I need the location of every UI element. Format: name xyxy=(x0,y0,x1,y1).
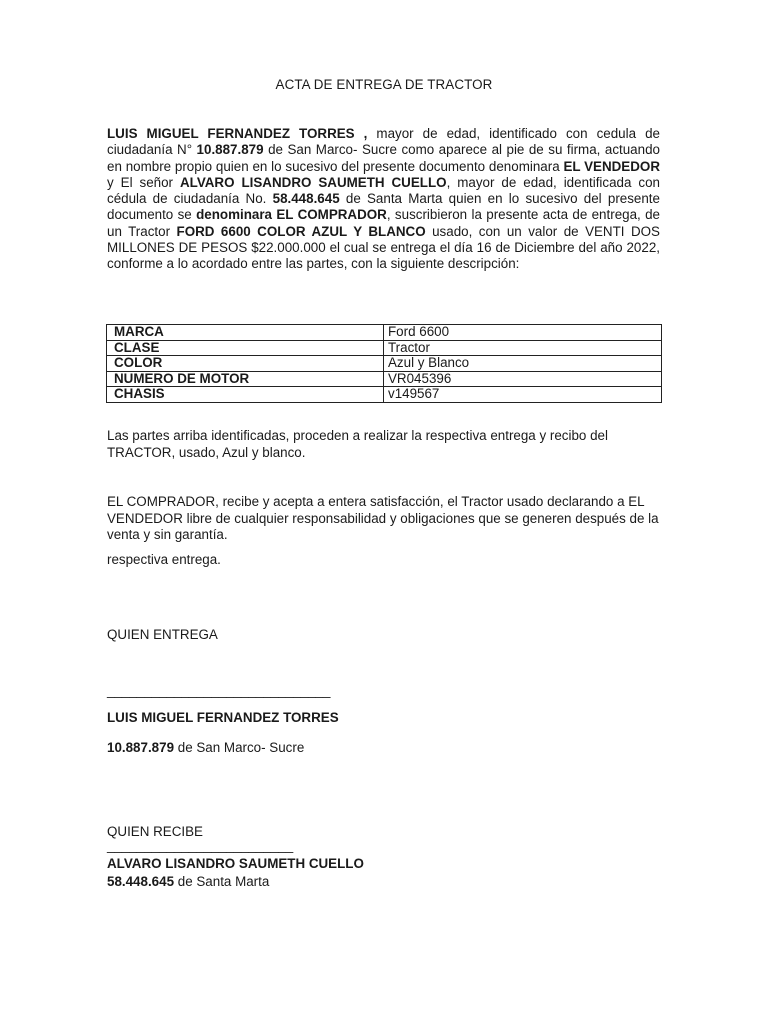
buyer-id: 58.448.645 xyxy=(272,191,340,207)
tractor-specs-table xyxy=(106,324,662,403)
table-row xyxy=(107,371,662,387)
deliverer-place: de San Marco- Sucre xyxy=(174,740,305,755)
document-title: ACTA DE ENTREGA DE TRACTOR xyxy=(275,77,493,92)
table-row xyxy=(107,325,662,341)
table-row xyxy=(107,340,662,356)
deliverer-signature-line: ______________________________ xyxy=(107,683,331,698)
deliverer-name: LUIS MIGUEL FERNANDEZ TORRES xyxy=(107,710,339,725)
receiver-id-line xyxy=(107,874,269,889)
intro-text-3: y El señor xyxy=(107,174,180,190)
receiver-signature-line: _________________________ xyxy=(107,838,294,853)
receiver-id: 58.448.645 xyxy=(107,874,175,889)
acceptance-paragraph: EL COMPRADOR, recibe y acepta a entera satisfacción, el Tractor usado declarando a EL VENDEDOR libre de cualquier responsabilidad y obligaciones que se generen después de la venta y sin garantía. xyxy=(107,494,659,542)
spec-value: Ford 6600 xyxy=(384,325,662,341)
spec-key: MARCA xyxy=(107,325,384,341)
spec-key: NUMERO DE MOTOR xyxy=(107,371,384,387)
seller-id: 10.887.879 xyxy=(196,142,264,158)
spec-key: CLASE xyxy=(107,340,384,356)
spec-key: CHASIS xyxy=(107,387,384,403)
deliverer-id: 10.887.879 xyxy=(107,740,175,755)
spec-value: v149567 xyxy=(384,387,662,403)
intro-text-2: de San Marco- Sucre como aparece al pie de su firma, actuando en nombre propio quien en lo sucesivo del presente documento denominara xyxy=(107,142,660,174)
deliverer-id-line xyxy=(107,740,304,755)
deliverer-heading: QUIEN ENTREGA xyxy=(107,627,218,642)
receiver-place: de Santa Marta xyxy=(174,874,270,889)
spec-value: Azul y Blanco xyxy=(384,356,662,372)
receiver-heading: QUIEN RECIBE xyxy=(107,824,203,839)
intro-text-5: de Santa Marta quien en lo sucesivo del presente documento se xyxy=(107,191,660,223)
intro-text-1: mayor de edad, identificado con cedula de ciudadanía N° xyxy=(107,126,660,158)
intro-text-4: , mayor de edad, identificada con cédula de ciudadanía No. xyxy=(107,174,660,207)
table-row xyxy=(107,356,662,372)
seller-role: EL VENDEDOR xyxy=(563,158,660,174)
spec-key: COLOR xyxy=(107,356,384,372)
delivery-note: respectiva entrega. xyxy=(107,552,221,567)
tractor-description: FORD 6600 COLOR AZUL Y BLANCO xyxy=(176,223,426,239)
buyer-role: denominara EL COMPRADOR xyxy=(196,207,387,223)
receiver-name: ALVARO LISANDRO SAUMETH CUELLO xyxy=(107,856,364,871)
intro-paragraph xyxy=(107,126,660,273)
spec-value: VR045396 xyxy=(384,371,662,387)
seller-name: LUIS MIGUEL FERNANDEZ TORRES , xyxy=(107,126,368,141)
buyer-name: ALVARO LISANDRO SAUMETH CUELLO xyxy=(179,174,447,190)
intro-text-7: usado, con un valor de VENTI DOS MILLONES DE PESOS $22.000.000 el cual se entrega el día 16 de Diciembre del año 2022, conforme a lo acordado entre las partes, con la siguiente descripción: xyxy=(107,223,660,272)
table-row xyxy=(107,387,662,403)
spec-value: Tractor xyxy=(384,340,662,356)
intro-text-6: , suscribieron la presente acta de entrega, de un Tractor xyxy=(107,207,660,239)
delivery-paragraph: Las partes arriba identificadas, proceden a realizar la respectiva entrega y recibo del TRACTOR, usado, Azul y blanco. xyxy=(107,428,608,460)
